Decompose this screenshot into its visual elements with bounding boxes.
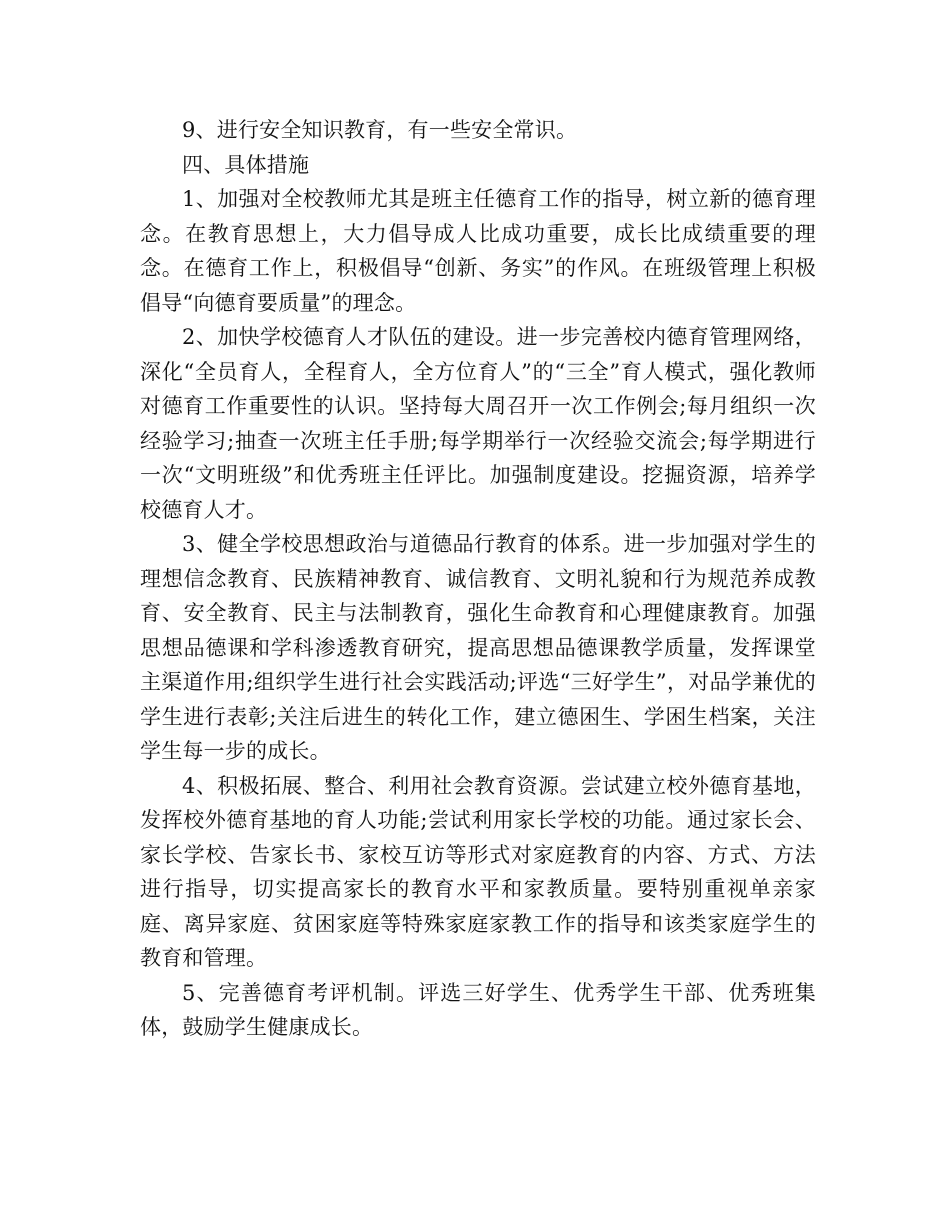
paragraph-item-5: 5、完善德育考评机制。评选三好学生、优秀学生干部、优秀班集体，鼓励学生健康成长。	[140, 980, 816, 1039]
document-body	[140, 113, 816, 1045]
section-heading-measures: 四、具体措施	[182, 152, 310, 177]
paragraph-item-4: 4、积极拓展、整合、利用社会教育资源。尝试建立校外德育基地，发挥校外德育基地的育人功能;尝试利用家长学校的功能。通过家长会、家长学校、告家长书、家校互访等形式对家庭教育的内容、方式、方法进行指导，切实提高家长的教育水平和家教质量。要特别重视单亲家庭、离异家庭、贫困家庭等特殊家庭家教工作的指导和该类家庭学生的教育和管理。	[140, 773, 816, 970]
paragraph-item-1: 1、加强对全校教师尤其是班主任德育工作的指导，树立新的德育理念。在教育思想上，大力倡导成人比成功重要，成长比成绩重要的理念。在德育工作上，积极倡导“创新、务实”的作风。在班级管理上积极倡导“向德育要质量”的理念。	[140, 187, 816, 315]
paragraph-item-3: 3、健全学校思想政治与道德品行教育的体系。进一步加强对学生的理想信念教育、民族精神教育、诚信教育、文明礼貌和行为规范养成教育、安全教育、民主与法制教育，强化生命教育和心理健康教育。加强思想品德课和学科渗透教育研究，提高思想品德课教学质量，发挥课堂主渠道作用;组织学生进行社会实践活动;评选“三好学生”，对品学兼优的学生进行表彰;关注后进生的转化工作，建立德困生、学困生档案，关注学生每一步的成长。	[140, 532, 816, 763]
paragraph-item-9: 9、进行安全知识教育，有一些安全常识。	[182, 118, 578, 142]
paragraph-item-2: 2、加快学校德育人才队伍的建设。进一步完善校内德育管理网络，深化“全员育人，全程育人，全方位育人”的“三全”育人模式，强化教师对德育工作重要性的认识。坚持每大周召开一次工作例会;每月组织一次经验学习;抽查一次班主任手册;每学期举行一次经验交流会;每学期进行一次“文明班级”和优秀班主任评比。加强制度建设。挖掘资源，培养学校德育人才。	[140, 325, 816, 522]
